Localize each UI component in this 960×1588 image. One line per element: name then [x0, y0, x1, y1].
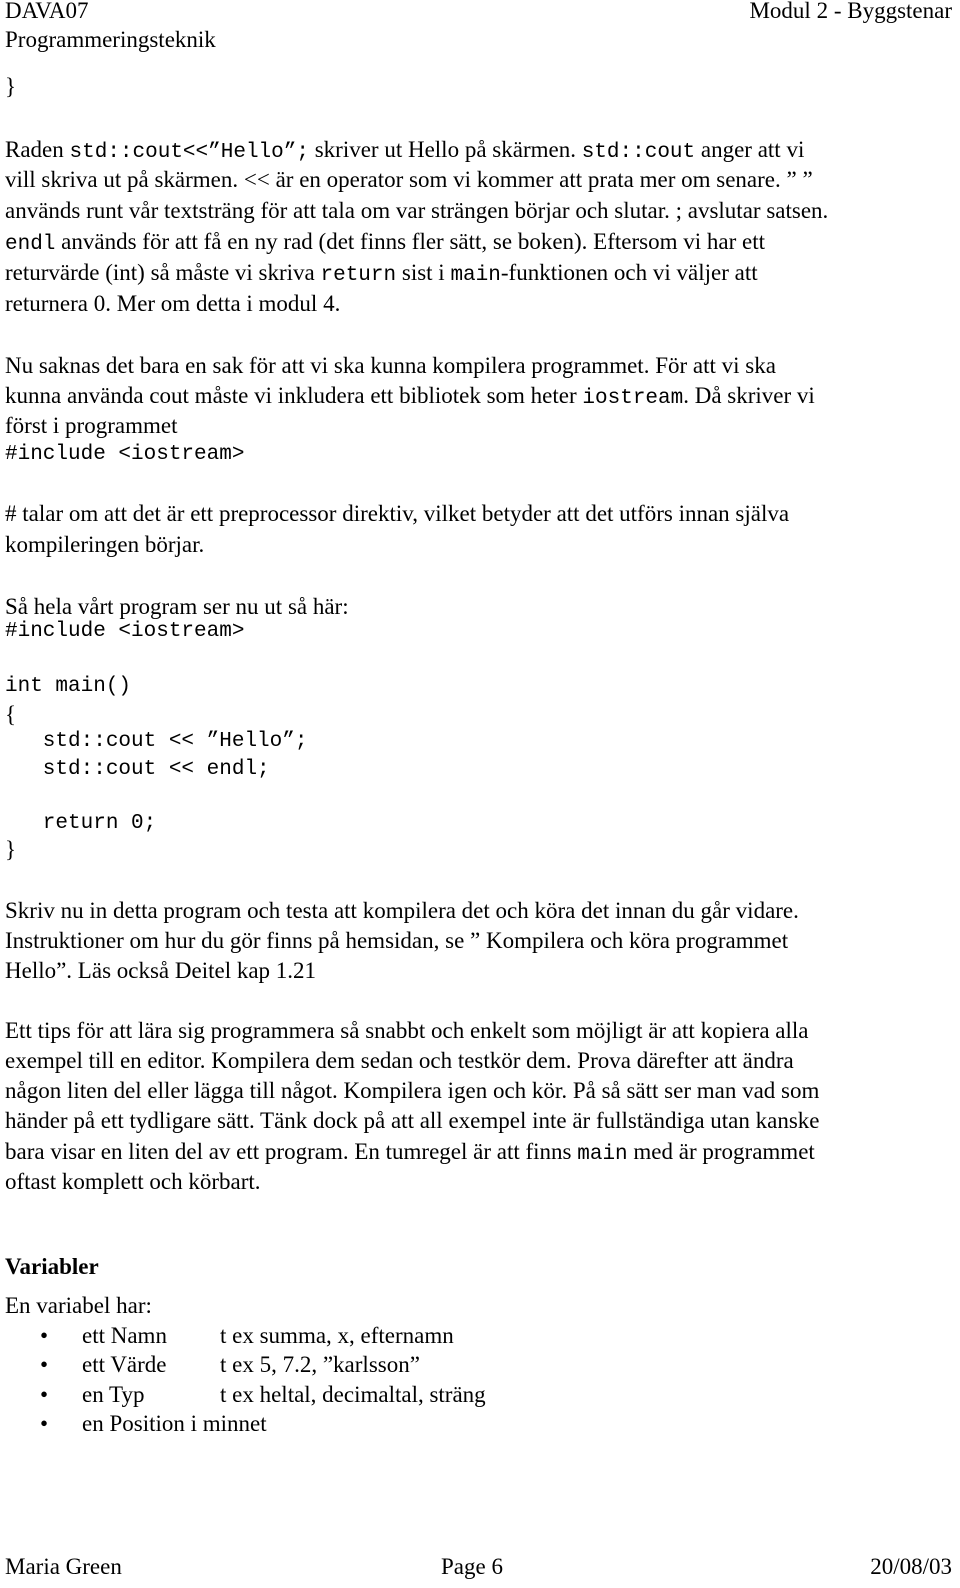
- footer-author: Maria Green: [5, 1554, 122, 1579]
- code-line: return 0;: [5, 812, 157, 835]
- code-line: #include <iostream>: [5, 620, 245, 643]
- p5-line3: Hello”. Läs också Deitel kap 1.21: [5, 958, 317, 983]
- bullet-icon: •: [40, 1382, 49, 1407]
- bullet-icon: •: [40, 1352, 49, 1377]
- p1-line1: Raden std::cout<<”Hello”; skriver ut Hello på skärmen. std::cout anger att vi: [5, 137, 805, 164]
- closing-brace: }: [5, 74, 17, 99]
- bullet-icon: •: [40, 1411, 49, 1436]
- p3-line2: kompileringen börjar.: [5, 532, 205, 557]
- list-item-term: en Typ: [82, 1382, 145, 1407]
- list-item-term: ett Namn: [82, 1323, 167, 1348]
- p1-line2: vill skriva ut på skärmen. << är en operator som vi kommer att prata mer om senare. ” ”: [5, 167, 813, 192]
- course-code: DAVA07: [5, 0, 89, 23]
- section-heading: Variabler: [5, 1254, 99, 1279]
- variables-intro: En variabel har:: [5, 1293, 152, 1318]
- p3-line1: # talar om att det är ett preprocessor direktiv, vilket betyder att det utförs innan själva: [5, 501, 790, 526]
- p2-line1: Nu saknas det bara en sak för att vi ska kunna kompilera programmet. För att vi ska: [5, 353, 776, 378]
- footer-page: Page 6: [441, 1554, 503, 1579]
- p2-line2: kunna använda cout måste vi inkludera ett bibliotek som heter iostream. Då skriver vi: [5, 383, 815, 410]
- code-line: int main(): [5, 675, 132, 698]
- p1-line4: endl används för att få en ny rad (det finns fler sätt, se boken). Eftersom vi har ett: [5, 229, 765, 256]
- code-line: {: [5, 702, 17, 727]
- p1-line5: returvärde (int) så måste vi skriva return sist i main-funktionen och vi väljer att: [5, 260, 758, 287]
- footer-date: 20/08/03: [870, 1554, 952, 1579]
- p2-line3: först i programmet: [5, 413, 178, 438]
- p5-line1: Skriv nu in detta program och testa att kompilera det och köra det innan du går vidare.: [5, 898, 799, 923]
- p6-line5: bara visar en liten del av ett program. En tumregel är att finns main med är programmet: [5, 1139, 815, 1166]
- list-item-example: t ex summa, x, efternamn: [220, 1323, 454, 1348]
- include-code: #include <iostream>: [5, 443, 245, 466]
- list-item-term: ett Värde: [82, 1352, 167, 1377]
- p6-line3: någon liten del eller lägga till något. Kompilera igen och kör. På så sätt ser man vad som: [5, 1078, 820, 1103]
- code-line: std::cout << endl;: [5, 758, 270, 781]
- p1-line6: returnera 0. Mer om detta i modul 4.: [5, 291, 341, 316]
- p6-line6: oftast komplett och körbart.: [5, 1169, 261, 1194]
- p6-line1: Ett tips för att lära sig programmera så snabbt och enkelt som möjligt är att kopiera alla: [5, 1018, 809, 1043]
- module-title: Modul 2 - Byggstenar: [749, 0, 952, 23]
- p5-line2: Instruktioner om hur du gör finns på hemsidan, se ” Kompilera och köra programmet: [5, 928, 789, 953]
- p6-line2: exempel till en editor. Kompilera dem sedan och testkör dem. Prova därefter att ändra: [5, 1048, 794, 1073]
- list-item-example: t ex heltal, decimaltal, sträng: [220, 1382, 486, 1407]
- p6-line4: händer på ett tydligare sätt. Tänk dock på att all exempel inte är fullständiga utan kanske: [5, 1108, 820, 1133]
- code-line: }: [5, 837, 17, 862]
- list-item-term: en Position i minnet: [82, 1411, 267, 1436]
- code-line: std::cout << ”Hello”;: [5, 730, 308, 753]
- bullet-icon: •: [40, 1323, 49, 1348]
- p1-line3: används runt vår textsträng för att tala om var strängen börjar och slutar. ; avslutar satsen.: [5, 198, 829, 223]
- list-item-example: t ex 5, 7.2, ”karlsson”: [220, 1352, 420, 1377]
- program-intro: Så hela vårt program ser nu ut så här:: [5, 594, 349, 619]
- course-subject: Programmeringsteknik: [5, 27, 216, 52]
